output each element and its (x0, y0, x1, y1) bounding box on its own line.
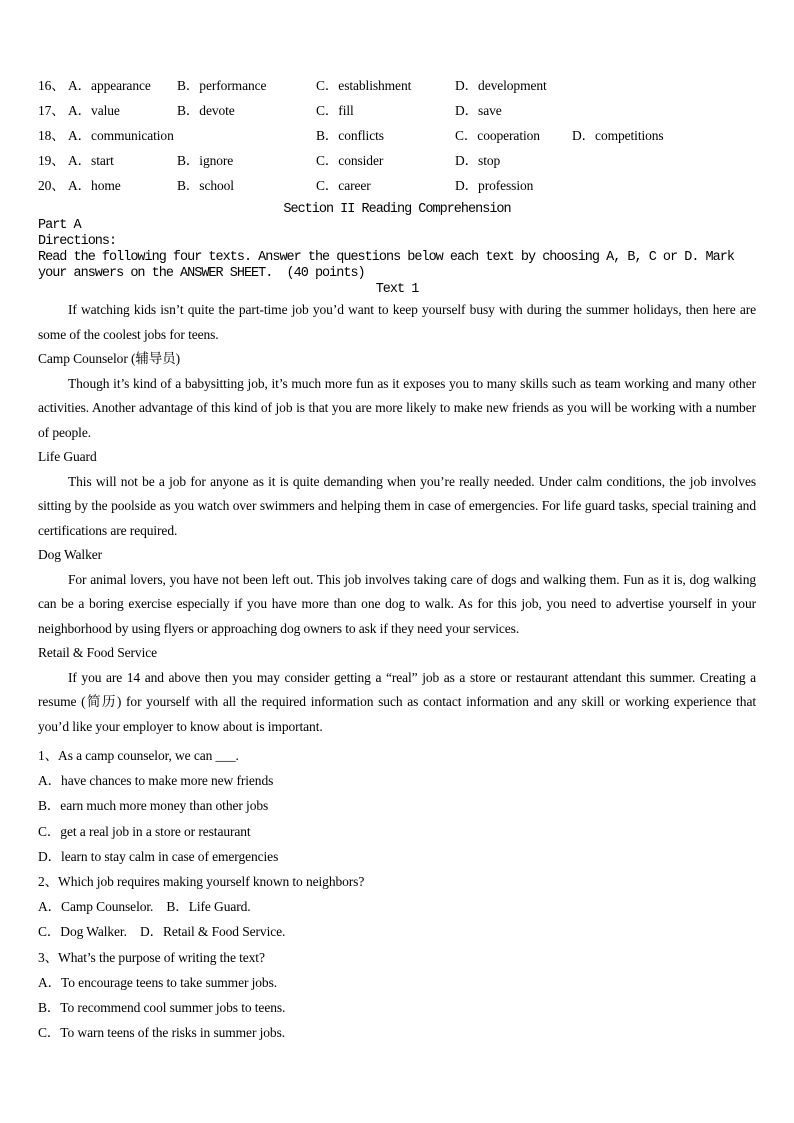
passage-subheading: Camp Counselor (辅导员) (38, 351, 180, 366)
directions-label: Directions: (38, 234, 117, 249)
option-cell: D．save (455, 103, 502, 118)
option-cell: B．performance (177, 78, 267, 93)
questions-section (38, 743, 756, 1045)
cloze-row (38, 173, 756, 198)
option-line: C．To warn teens of the risks in summer jobs. (38, 1025, 285, 1041)
page-content (38, 73, 756, 1045)
option-cell: D．profession (455, 178, 534, 193)
cloze-row (38, 73, 756, 98)
option-cell: B．ignore (177, 153, 234, 168)
option-cell: C．fill (316, 103, 354, 118)
directions-line: Read the following four texts. Answer the questions below each text by choosing A, B, C or D. Mark (38, 250, 734, 265)
option-cell: D．stop (455, 153, 501, 168)
passage-paragraph: If watching kids isn’t quite the part-time job you’d want to keep yourself busy with during the summer holidays, then here are some of the coolest jobs for teens. (38, 302, 756, 342)
cloze-row (38, 148, 756, 173)
passage-paragraph: Though it’s kind of a babysitting job, it’s much more fun as it exposes you to many skills such as team working and many other activities. Another advantage of this kind of job is that you are more likely to make new friends as you will be working with a number of people. (38, 375, 756, 440)
question-prompt: 2、Which job requires making yourself known to neighbors? (38, 874, 365, 890)
passage-subheading: Dog Walker (38, 547, 103, 562)
option-cell: A．value (68, 103, 120, 118)
option-cell: D．competitions (572, 128, 664, 143)
section-title: Section II Reading Comprehension (283, 202, 511, 217)
option-line: D．learn to stay calm in case of emergencies (38, 848, 279, 864)
question-number: 16、 (38, 78, 65, 93)
question-number: 18、 (38, 128, 65, 143)
option-cell: B．conflicts (316, 128, 384, 143)
reading-passage (38, 298, 756, 739)
option-cell: A．communication (68, 128, 174, 143)
question-number: 17、 (38, 103, 65, 118)
option-cell: C．career (316, 178, 371, 193)
cloze-options-table (38, 73, 756, 198)
option-line: C．get a real job in a store or restaurant (38, 823, 251, 839)
option-line: B．earn much more money than other jobs (38, 798, 269, 814)
option-line: A．To encourage teens to take summer jobs. (38, 974, 278, 990)
passage-subheading: Life Guard (38, 449, 97, 464)
question-number: 20、 (38, 178, 65, 193)
passage-paragraph: For animal lovers, you have not been left out. This job involves taking care of dogs and walking them. Fun as it is, dog walking can be a boring exercise especially if you have more than one dog to walk. As for this job, you need to advertise yourself in your neighborhood by using flyers or approaching dog owners to ask if they need your services. (38, 571, 756, 636)
cloze-row (38, 98, 756, 123)
question-prompt: 3、What’s the purpose of writing the text? (38, 949, 265, 965)
option-line: A．have chances to make more new friends (38, 773, 274, 789)
option-cell: C．consider (316, 153, 384, 168)
cloze-row (38, 123, 756, 148)
passage-paragraph: This will not be a job for anyone as it is quite demanding when you’re really needed. Under calm conditions, the job involves sitting by the poolside as you watch over swimmers and helping them in case of emergencies. For life guard tasks, special training and certifications are required. (38, 473, 756, 538)
option-cell: C．cooperation (455, 128, 540, 143)
option-cell: A．start (68, 153, 114, 168)
part-label: Part A (38, 218, 81, 233)
question-number: 19、 (38, 153, 65, 168)
directions-text (38, 250, 756, 282)
option-cell: C．establishment (316, 78, 412, 93)
option-line: C．Dog Walker. D．Retail & Food Service. (38, 924, 286, 940)
passage-subheading: Retail & Food Service (38, 645, 158, 660)
option-cell: D．development (455, 78, 547, 93)
option-cell: B．devote (177, 103, 235, 118)
passage-paragraph: If you are 14 and above then you may consider getting a “real” job as a store or restaurant attendant this summer. Creating a resume (简历) for yourself with all the required information such as contact information and any skill or working experience that you’d like your employer to know about is important. (38, 669, 756, 734)
option-cell: B．school (177, 178, 234, 193)
option-line: A．Camp Counselor. B．Life Guard. (38, 899, 251, 915)
directions-line: your answers on the ANSWER SHEET. (40 points) (38, 266, 365, 281)
option-cell: A．home (68, 178, 121, 193)
text-title: Text 1 (375, 282, 419, 297)
option-line: B．To recommend cool summer jobs to teens. (38, 1000, 286, 1016)
option-cell: A．appearance (68, 78, 151, 93)
question-prompt: 1、As a camp counselor, we can ___. (38, 748, 239, 763)
